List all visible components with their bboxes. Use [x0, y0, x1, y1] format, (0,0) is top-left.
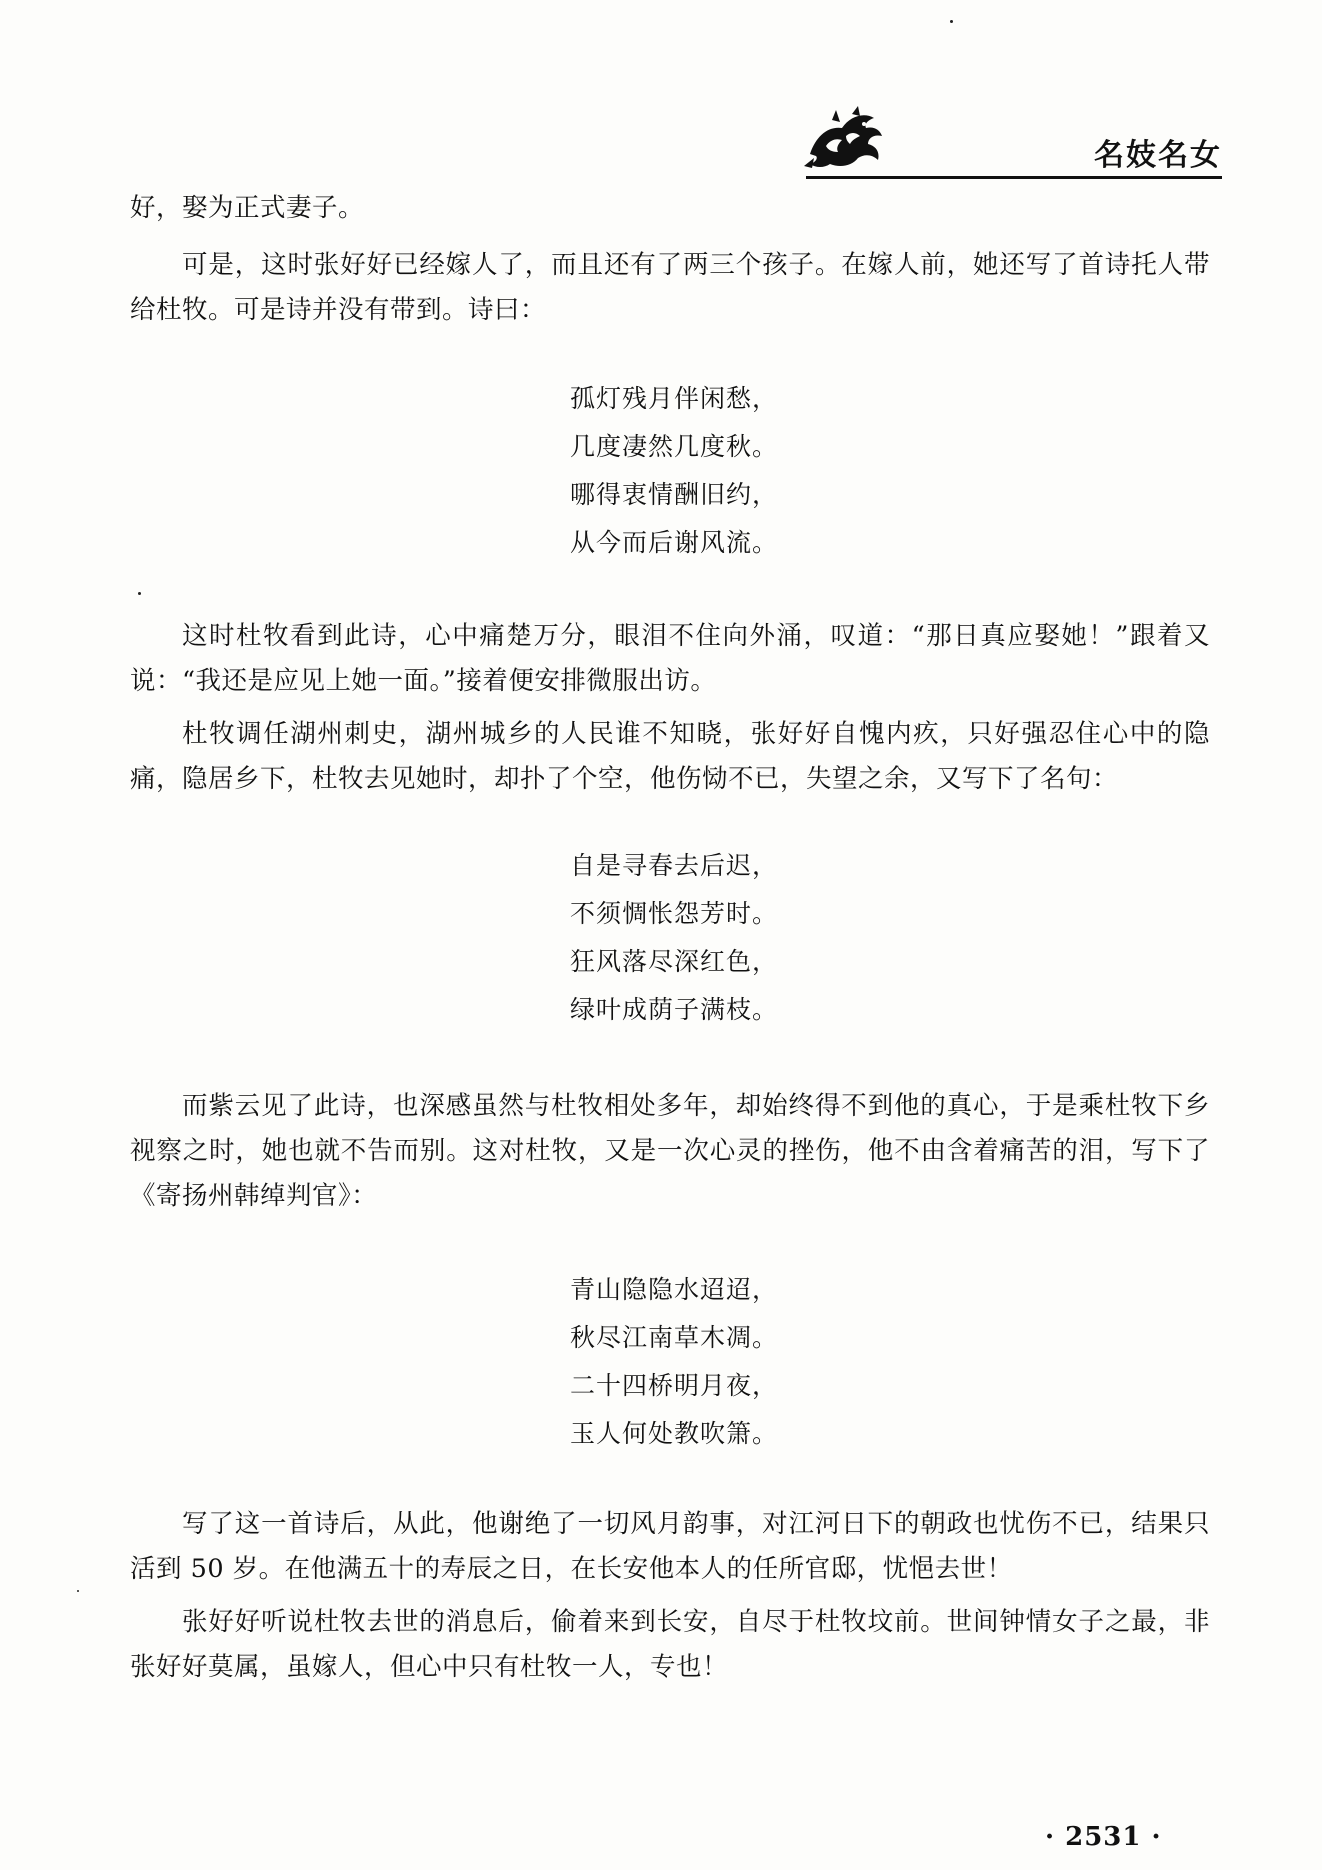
poem-line: 狂风落尽深红色，	[570, 947, 779, 976]
poem-line: 不须惆怅怨芳时。	[570, 899, 779, 928]
poem-line: 自是寻春去后迟，	[570, 851, 779, 880]
paragraph-4-block	[130, 712, 1210, 802]
poem-line: 几度凄然几度秋。	[570, 432, 779, 461]
poem-1	[570, 375, 970, 567]
paragraph-1-block	[130, 186, 1210, 231]
scan-speck	[950, 20, 953, 23]
paragraph-5-block	[130, 1084, 1210, 1219]
paragraph-4: 杜牧调任湖州刺史，湖州城乡的人民谁不知晓，张好好自愧内疚，只好强忍住心中的隐痛，隐居乡下，杜牧去见她时，却扑了个空，他伤恸不已，失望之余，又写下了名句：	[130, 719, 1210, 794]
running-header	[800, 100, 1222, 184]
paragraph-5: 而紫云见了此诗，也深感虽然与杜牧相处多年，却始终得不到他的真心，于是乘杜牧下乡视察之时，她也就不告而别。这对杜牧，又是一次心灵的挫伤，他不由含着痛苦的泪，写下了《寄扬州韩绰判官》：	[130, 1091, 1210, 1211]
poem-line: 秋尽江南草木凋。	[570, 1323, 779, 1352]
poem-line: 哪得衷情酬旧约，	[570, 480, 779, 509]
poem-line: 二十四桥明月夜，	[570, 1371, 779, 1400]
poem-line: 青山隐隐水迢迢，	[570, 1275, 779, 1304]
poem-line: 从今而后谢风流。	[570, 528, 779, 557]
paragraph-1: 好，娶为正式妻子。	[130, 193, 365, 223]
poem-3	[570, 1266, 970, 1458]
section-title: 名妓名女	[1094, 138, 1222, 173]
paragraph-2: 可是，这时张好好已经嫁人了，而且还有了两三个孩子。在嫁人前，她还写了首诗托人带给杜牧。可是诗并没有带到。诗曰：	[130, 250, 1210, 325]
paragraph-3: 这时杜牧看到此诗，心中痛楚万分，眼泪不住向外涌，叹道：“那日真应娶她！”跟着又说：“我还是应见上她一面。”接着便安排微服出访。	[130, 621, 1210, 696]
paragraph-7: 张好好听说杜牧去世的消息后，偷着来到长安，自尽于杜牧坟前。世间钟情女子之最，非张好好莫属，虽嫁人，但心中只有杜牧一人，专也！	[130, 1607, 1210, 1682]
paragraph-6: 写了这一首诗后，从此，他谢绝了一切风月韵事，对江河日下的朝政也忧伤不已，结果只活到 50 岁。在他满五十的寿辰之日，在长安他本人的任所官邸，忧悒去世！	[130, 1509, 1210, 1584]
scan-speck	[138, 592, 141, 595]
scan-speck	[77, 1590, 79, 1592]
paragraph-2-block	[130, 243, 1210, 333]
paragraph-6-block	[130, 1502, 1210, 1592]
poem-line: 玉人何处教吹箫。	[570, 1419, 779, 1448]
poem-2	[570, 842, 970, 1034]
page-number: · 2531 ·	[1045, 1822, 1162, 1852]
paragraph-7-block	[130, 1600, 1210, 1690]
dragon-emblem-icon	[802, 106, 886, 172]
poem-line: 孤灯残月伴闲愁，	[570, 384, 779, 413]
header-rule	[806, 176, 1222, 179]
poem-line: 绿叶成荫子满枝。	[570, 995, 779, 1024]
paragraph-3-block	[130, 614, 1210, 704]
